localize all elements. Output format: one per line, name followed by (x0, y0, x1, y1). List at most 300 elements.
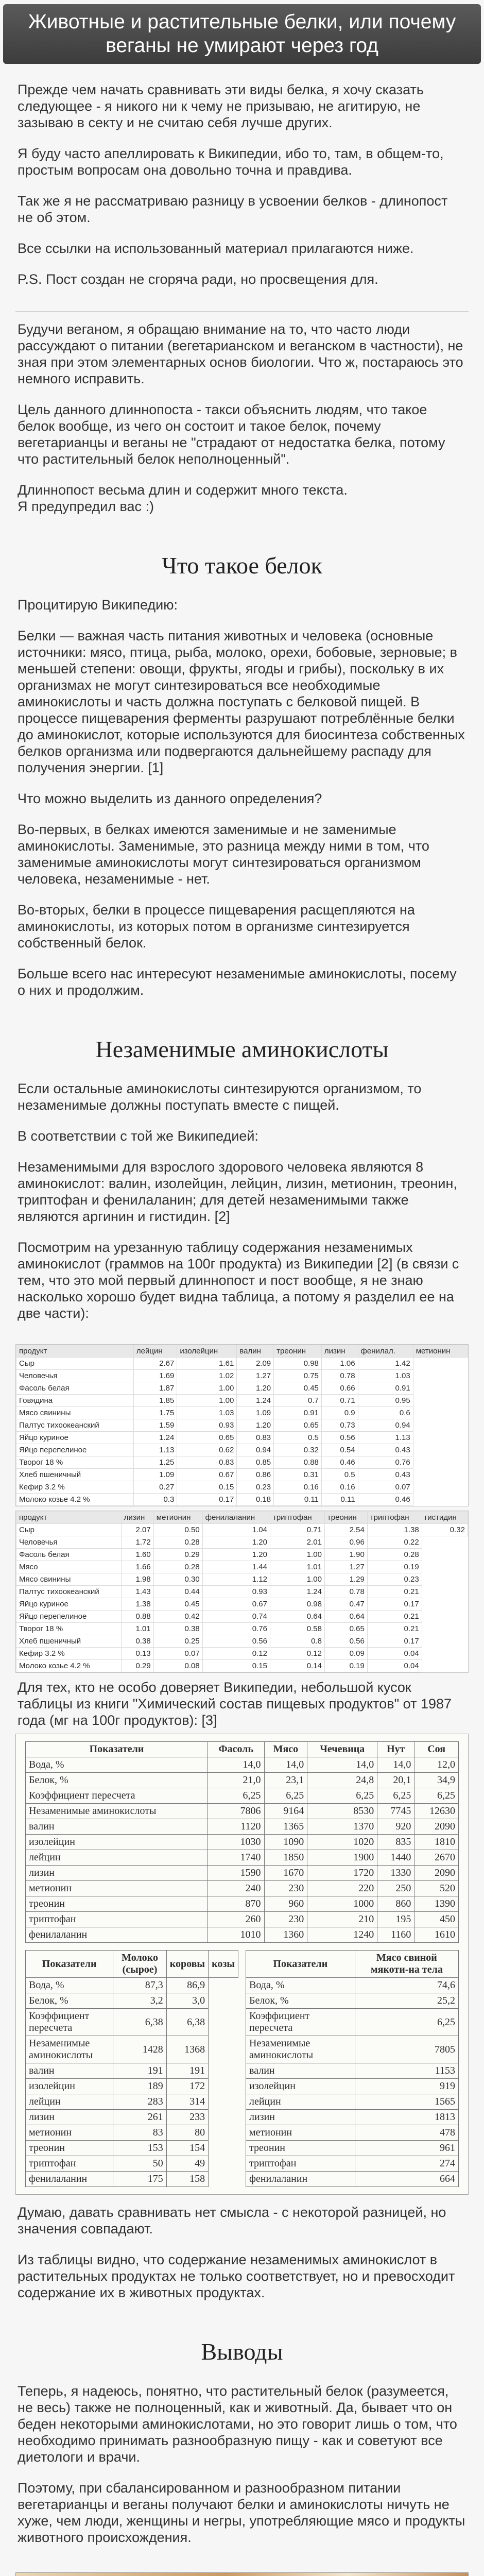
book-table-milk (25, 1950, 238, 2187)
amino-table-1-cell: Хлеб пшеничный (16, 1469, 134, 1481)
book-table-legumes-cell: 1740 (208, 1850, 264, 1866)
amino-table-1-cell: Яйцо перепелиное (16, 1444, 134, 1456)
amino-table-1-cell: 1.02 (177, 1370, 237, 1382)
amino-table-2-row (16, 1635, 468, 1648)
amino-table-2-cell: 0.28 (367, 1549, 422, 1561)
amino-table-2-cell: 0.44 (153, 1586, 202, 1598)
amino-table-1-cell: 0.16 (274, 1481, 322, 1494)
book-table-legumes-cell: 1240 (307, 1927, 377, 1943)
amino-table-1-cell: 1.13 (358, 1432, 413, 1444)
book-table-milk-cell: 87,3 (113, 1978, 166, 1993)
amino-table-1-cell: 0.91 (358, 1382, 413, 1395)
book-table-milk-cell: 191 (166, 2063, 208, 2079)
book-table-legumes-cell: 210 (307, 1912, 377, 1927)
intro2-p2: Цель данного длиннопоста - такси объяснить людям, что такое белок вообще, из чего он состоит и такое белок, почему вегетарианцы и веганы не "страдают от недостатка белка, потому что растительный белок неполноценный". (18, 402, 445, 467)
book-table-milk-cell: фенилаланин (26, 2172, 113, 2187)
amino-table-2-cell: 1.38 (367, 1524, 422, 1536)
book-table-milk-row (26, 2172, 238, 2187)
amino-table-2-cell: 0.64 (324, 1611, 367, 1623)
book-table-milk-cell: 83 (113, 2125, 166, 2141)
amino-table-1-row (16, 1481, 468, 1494)
amino-table-2-col-5: треонин (324, 1512, 367, 1524)
amino-table-2-cell: 1.04 (202, 1524, 270, 1536)
conclusions-p1: Теперь, я надеюсь, понятно, что растительный белок (разумеется, не весь) также не полноценный, как и животный. Да, бывает что он беден некоторыми аминокислотами, но это говорит лишь о том, что необходимо принимать разнообразную пищу - как и советуют все диетологи и врачи. (18, 2383, 457, 2465)
amino-table-1-row (16, 1469, 468, 1481)
book-table-legumes-cell: 9164 (264, 1804, 307, 1819)
book-table-scan (15, 1734, 469, 2195)
book-table-milk-row (26, 2009, 238, 2036)
amino-p4: Посмотрим на урезанную таблицу содержания незаменимых аминокислот (граммов на 100г продукта) из Википедии [2] (в связи с тем, что это мой первый длиннопост и пост вообще, я не знаю насколько хорошо будет видна таблица, а потому я разделил ее на две части): (18, 1240, 459, 1321)
amino-table-1-col-2: изолейцин (177, 1345, 237, 1358)
amino-table-2-cell: 0.32 (422, 1524, 468, 1536)
amino-table-2-cell: 0.96 (324, 1536, 367, 1549)
book-table-milk-row (26, 1993, 238, 2009)
book-table-milk-header (26, 1951, 238, 1978)
amino-table-1-cell: 0.73 (321, 1419, 358, 1432)
book-table-milk-cell: 1368 (166, 2036, 208, 2063)
book-table-milk-row (26, 2036, 238, 2063)
amino-table-2-cell: 0.67 (202, 1598, 270, 1611)
amino-table-1-cell: 0.9 (321, 1407, 358, 1419)
book-table-milk-cell: 3,2 (113, 1993, 166, 2009)
amino-table-2-row (16, 1524, 468, 1536)
book-table-pork-header (246, 1951, 459, 1978)
amino-p2: В соответствии с той же Википедией: (18, 1128, 258, 1144)
amino-table-1-cell: 0.07 (358, 1481, 413, 1494)
book-table-pork-cell: Коэффициент пересчета (246, 2009, 355, 2036)
amino-table-2-cell: 0.09 (324, 1648, 367, 1660)
amino-table-2-cell: 0.13 (121, 1648, 153, 1660)
post-title-banner (3, 4, 481, 64)
amino-table-2-cell: 0.93 (202, 1586, 270, 1598)
book-table-legumes-cell: 230 (264, 1912, 307, 1927)
book-table-milk-cell: Вода, % (26, 1978, 113, 1993)
amino-table-2-cell: 0.78 (324, 1586, 367, 1598)
amino-table-1-cell: 0.43 (358, 1469, 413, 1481)
amino-table-1-row (16, 1456, 468, 1469)
amino-section (0, 1076, 484, 1340)
conclusions-p2: Поэтому, при сбалансированном и разнообразном питании вегетарианцы и веганы получают белки и аминокислоты ничуть не хуже, чем люди, женщины и негры, употребляющие мясо и продукты животного происхождения. (18, 2480, 465, 2545)
amino-table-2-cell: 0.29 (153, 1549, 202, 1561)
book-table-legumes-cell: 860 (377, 1896, 414, 1912)
amino-table-1-cell: 0.91 (274, 1407, 322, 1419)
amino-table-1-row (16, 1494, 468, 1506)
amino-table-1-cell: Молоко козье 4.2 % (16, 1494, 134, 1506)
amino-table-1-cell: 1.06 (321, 1358, 358, 1370)
amino-table-2-row (16, 1648, 468, 1660)
book-table-legumes-cell: 2670 (414, 1850, 459, 1866)
book-table-legumes-row (26, 1912, 459, 1927)
book-table-milk-cell: 153 (113, 2141, 166, 2156)
amino-table-1 (15, 1344, 469, 1506)
book-table-milk-row (26, 2079, 238, 2094)
book-table-milk-cell: 3,0 (166, 1993, 208, 2009)
amino-table-1-cell: 0.11 (321, 1494, 358, 1506)
book-table-milk-cell: триптофан (26, 2156, 113, 2172)
section-heading-amino: Незаменимые аминокислоты (95, 1036, 389, 1062)
food-photo (15, 2572, 469, 2576)
book-table-milk-cell: 189 (113, 2079, 166, 2094)
amino-table-2-cell: 0.23 (367, 1573, 422, 1586)
amino-table-2-cell: 0.58 (270, 1623, 324, 1635)
amino-table-2-cell: 1.01 (121, 1623, 153, 1635)
amino-table-2-cell: Яйцо куриное (16, 1598, 122, 1611)
amino-table-2-row (16, 1561, 468, 1573)
book-table-legumes-cell: 450 (414, 1912, 459, 1927)
book-table-milk-col-3: козы (209, 1951, 238, 1978)
intro2-section (0, 317, 484, 533)
amino-table-2-cell: 0.74 (202, 1611, 270, 1623)
amino-table-1-cell: 0.23 (237, 1481, 274, 1494)
book-table-legumes-col-1: Фасоль (208, 1742, 264, 1757)
book-table-pork-cell: изолейцин (246, 2079, 355, 2094)
amino-table-2-cell: 1.90 (324, 1549, 367, 1561)
book-table-legumes-col-5: Соя (414, 1742, 459, 1757)
amino-table-1-cell: 0.95 (358, 1395, 413, 1407)
amino-table-1-cell: 0.5 (321, 1469, 358, 1481)
amino-table-1-cell: Фасоль белая (16, 1382, 134, 1395)
amino-table-2-cell: 1.20 (202, 1549, 270, 1561)
amino-table-2-row (16, 1623, 468, 1635)
amino-table-2-cell: 0.8 (270, 1635, 324, 1648)
section-heading-protein: Что такое белок (162, 552, 322, 579)
book-table-legumes-cell: 1000 (307, 1896, 377, 1912)
amino-table-1-cell: 1.61 (177, 1358, 237, 1370)
comparison-p2: Из таблицы видно, что содержание незаменимых аминокислот в растительных продуктах не только соответствует, но и превосходит содержание их в животных продуктах. (18, 2252, 455, 2300)
amino-table-1-cell: 1.03 (177, 1407, 237, 1419)
amino-table-1-cell: 1.59 (133, 1419, 177, 1432)
book-table-legumes-cell: 240 (208, 1881, 264, 1896)
book-table-legumes-cell: 34,9 (414, 1773, 459, 1788)
intro-p4: Все ссылки на использованный материал прилагаются ниже. (18, 241, 414, 256)
amino-table-2-cell: Кефир 3.2 % (16, 1648, 122, 1660)
amino-table-1-cell: 0.5 (274, 1432, 322, 1444)
amino-table-1-cell: 0.6 (358, 1407, 413, 1419)
book-table-pork-cell: 1153 (355, 2063, 458, 2079)
amino-table-1-col-5: лизин (321, 1345, 358, 1358)
book-table-milk-cell: Белок, % (26, 1993, 113, 2009)
book-table-pork-cell: метионин (246, 2125, 355, 2141)
book-table-milk-body (26, 1978, 238, 2187)
amino-table-1-cell: 0.75 (274, 1370, 322, 1382)
amino-table-1-cell: 0.45 (274, 1382, 322, 1395)
book-table-pork-cell: 1813 (355, 2110, 458, 2125)
book-table-milk-row (26, 2141, 238, 2156)
amino-table-2-cell: Мясо (16, 1561, 122, 1573)
amino-table-2-header (16, 1512, 468, 1524)
amino-table-2-cell: 0.45 (153, 1598, 202, 1611)
book-table-milk-cell: 283 (113, 2094, 166, 2110)
book-table-legumes-cell: 260 (208, 1912, 264, 1927)
amino-table-2-cell: 1.00 (270, 1549, 324, 1561)
book-table-legumes-cell: 14,0 (208, 1757, 264, 1773)
amino-table-1-cell: Мясо свинины (16, 1407, 134, 1419)
book-table-legumes-cell: 1810 (414, 1835, 459, 1850)
amino-table-1-cell: 0.65 (177, 1432, 237, 1444)
book-table-milk-cell: 314 (166, 2094, 208, 2110)
amino-table-2-cell: 0.17 (367, 1598, 422, 1611)
book-table-milk-row (26, 2063, 238, 2079)
amino-table-1-cell: Яйцо куриное (16, 1432, 134, 1444)
book-table-pork-cell: 274 (355, 2156, 458, 2172)
amino-table-2-cell: 0.56 (324, 1635, 367, 1648)
book-table-milk-cell: треонин (26, 2141, 113, 2156)
book-table-pork-col-1: Мясо свиной мякоти-на тела (355, 1951, 458, 1978)
intro-p5: P.S. Пост создан не сгоряча ради, но просвещения для. (18, 272, 378, 287)
book-table-milk-cell: Коэффициент пересчета (26, 2009, 113, 2036)
book-table-milk-cell: 6,38 (166, 2009, 208, 2036)
book-table-legumes-cell: 195 (377, 1912, 414, 1927)
book-table-legumes-cell: 1020 (307, 1835, 377, 1850)
amino-table-1-cell: 0.67 (177, 1469, 237, 1481)
book-table-legumes (25, 1741, 459, 1943)
amino-table-2-row (16, 1549, 468, 1561)
book-table-legumes-cell: 2090 (414, 1819, 459, 1835)
amino-table-2-cell: 0.56 (202, 1635, 270, 1648)
amino-table-1-cell: 1.03 (358, 1370, 413, 1382)
amino-table-2-col-0: продукт (16, 1512, 122, 1524)
amino-table-2-cell: 1.29 (324, 1573, 367, 1586)
book-table-legumes-cell: Вода, % (26, 1757, 208, 1773)
intro2-p1: Будучи веганом, я обращаю внимание на то, что часто люди рассуждают о питании (вегетарианском и веганском в частности), не зная при этом элементарных основ биологии. Что ж, постараюсь это немного исправить. (18, 321, 463, 386)
amino-table-2-cell: 0.04 (367, 1648, 422, 1660)
book-table-legumes-body (26, 1757, 459, 1943)
amino-table-1-row (16, 1358, 468, 1370)
book-table-legumes-cell: 220 (307, 1881, 377, 1896)
conclusions-section (0, 2379, 484, 2564)
amino-table-1-col-1: лейцин (133, 1345, 177, 1358)
amino-table-2-cell: 2.07 (121, 1524, 153, 1536)
amino-table-2-cell: 0.29 (121, 1660, 153, 1672)
amino-table-1-cell: 0.27 (133, 1481, 177, 1494)
amino-table-1-cell: 0.15 (177, 1481, 237, 1494)
amino-table-1-row (16, 1382, 468, 1395)
book-table-pork-cell: Незаменимые аминокислоты (246, 2036, 355, 2063)
book-table-legumes-cell: 23,1 (264, 1773, 307, 1788)
book-table-pork-cell: валин (246, 2063, 355, 2079)
book-table-legumes-cell: 1370 (307, 1819, 377, 1835)
book-table-legumes-cell: валин (26, 1819, 208, 1835)
amino-table-2-cell: 0.25 (153, 1635, 202, 1648)
amino-table-2-cell: 1.44 (202, 1561, 270, 1573)
amino-table-2-cell: 0.21 (367, 1586, 422, 1598)
book-table-milk-cell: Незаменимые аминокислоты (26, 2036, 113, 2063)
book-table-legumes-row (26, 1804, 459, 1819)
book-table-legumes-cell: 1670 (264, 1866, 307, 1881)
book-table-legumes-cell: 1390 (414, 1896, 459, 1912)
book-table-milk-row (26, 2094, 238, 2110)
book-table-legumes-cell: 1850 (264, 1850, 307, 1866)
book-table-pork-cell: Вода, % (246, 1978, 355, 1993)
amino-table-2-cell: 0.22 (367, 1536, 422, 1549)
book-table-legumes-cell: 24,8 (307, 1773, 377, 1788)
amino-table-2-cell: 0.30 (153, 1573, 202, 1586)
amino-table-2-cell: 0.04 (367, 1660, 422, 1672)
amino-table-1-cell: 0.71 (321, 1395, 358, 1407)
amino-table-2-cell: 1.72 (121, 1536, 153, 1549)
book-table-legumes-cell: 6,25 (377, 1788, 414, 1804)
amino-table-1-cell: 0.62 (177, 1444, 237, 1456)
book-table-pork-cell: треонин (246, 2141, 355, 2156)
book-table-legumes-row (26, 1881, 459, 1896)
book-table-legumes-cell: Белок, % (26, 1773, 208, 1788)
book-table-legumes-col-4: Нут (377, 1742, 414, 1757)
book-table-legumes-cell: 1720 (307, 1866, 377, 1881)
book-table-pork-cell: 961 (355, 2141, 458, 2156)
amino-table-2-cell: 0.42 (153, 1611, 202, 1623)
book-table-milk-cell: 172 (166, 2079, 208, 2094)
book-table-pork-row (246, 2079, 459, 2094)
amino-table-1-row (16, 1432, 468, 1444)
amino-table-1-row (16, 1370, 468, 1382)
amino-table-2-cell: 0.38 (121, 1635, 153, 1648)
amino-table-2-cell: Яйцо перепелиное (16, 1611, 122, 1623)
intro-p2: Я буду часто апеллировать к Википедии, ибо то, там, в общем-то, простым вопросам она довольно точна и правдива. (18, 146, 444, 178)
book-table-legumes-cell: 14,0 (264, 1757, 307, 1773)
book-table-legumes-cell: 1330 (377, 1866, 414, 1881)
amino-table-2-cell: 1.60 (121, 1549, 153, 1561)
amino-table-2-cell: 1.24 (270, 1586, 324, 1598)
book-table-legumes-cell: 14,0 (377, 1757, 414, 1773)
protein-p1: Процитирую Википедию: (18, 597, 178, 613)
amino-table-1-col-0: продукт (16, 1345, 134, 1358)
amino-table-2-cell: 0.64 (270, 1611, 324, 1623)
amino-table-1-body (16, 1358, 468, 1506)
amino-table-2-cell: 0.12 (270, 1648, 324, 1660)
book-table-legumes-cell: 6,25 (264, 1788, 307, 1804)
book-table-pork-row (246, 2110, 459, 2125)
book-table-pork-row (246, 2156, 459, 2172)
amino-table-1-cell: 0.16 (321, 1481, 358, 1494)
book-table-milk-col-2: коровы (166, 1951, 208, 1978)
comparison-p1: Думаю, давать сравнивать нет смысла - с некоторой разницей, но значения совпадают. (18, 2205, 446, 2236)
amino-table-1-cell: 0.54 (321, 1444, 358, 1456)
amino-table-1-cell: 1.09 (133, 1469, 177, 1481)
amino-table-1-cell: 1.27 (237, 1370, 274, 1382)
book-table-legumes-cell: 7806 (208, 1804, 264, 1819)
book-table-milk-cell: 1428 (113, 2036, 166, 2063)
amino-table-1-cell: 0.83 (177, 1456, 237, 1469)
amino-table-1-cell: Творог 18 % (16, 1456, 134, 1469)
book-table-pork-row (246, 2094, 459, 2110)
book-table-legumes-cell: лейцин (26, 1850, 208, 1866)
amino-table-1-row (16, 1407, 468, 1419)
amino-table-2-cell: Человечья (16, 1536, 122, 1549)
amino-table-1-row (16, 1419, 468, 1432)
book-intro-text: Для тех, кто не особо доверяет Википедии, небольшой кусок таблицы из книги "Химический состав пищевых продуктов" от 1987 года (мг на 100г продуктов): [3] (18, 1680, 452, 1728)
book-table-pork-cell: 478 (355, 2125, 458, 2141)
book-table-milk-cell: 233 (166, 2110, 208, 2125)
book-table-pork-cell: триптофан (246, 2156, 355, 2172)
book-table-legumes-cell: 230 (264, 1881, 307, 1896)
book-table-milk-col-0: Показатели (26, 1951, 113, 1978)
book-table-milk-cell: лизин (26, 2110, 113, 2125)
amino-table-1-cell: 0.78 (321, 1370, 358, 1382)
book-table-legumes-cell: Незаменимые аминокислоты (26, 1804, 208, 1819)
amino-table-2-cell: 1.66 (121, 1561, 153, 1573)
book-table-legumes-row (26, 1773, 459, 1788)
book-table-legumes-cell: 7745 (377, 1804, 414, 1819)
intro-p1: Прежде чем начать сравнивать эти виды белка, я хочу сказать следующее - я никого ни к чему не призываю, не агитирую, не зазываю в секту и не считаю себя лучше других. (18, 82, 424, 130)
amino-table-1-col-6: фенилал. (358, 1345, 413, 1358)
amino-table-1-cell: 0.98 (274, 1358, 322, 1370)
book-table-legumes-cell: 1160 (377, 1927, 414, 1943)
amino-table-2-cell: 2.01 (270, 1536, 324, 1549)
amino-table-2-cell: Мясо свинины (16, 1573, 122, 1586)
book-table-pork-cell: фенилаланин (246, 2172, 355, 2187)
amino-table-2-cell: 1.20 (202, 1536, 270, 1549)
amino-table-2-cell: 1.38 (121, 1598, 153, 1611)
amino-table-2-cell: 0.38 (153, 1623, 202, 1635)
amino-table-2-cell: 0.17 (367, 1635, 422, 1648)
amino-table-2-col-2: метионин (153, 1512, 202, 1524)
amino-table-1-cell: 0.86 (237, 1469, 274, 1481)
book-table-milk-cell: 261 (113, 2110, 166, 2125)
book-table-milk-cell: лейцин (26, 2094, 113, 2110)
book-table-legumes-row (26, 1896, 459, 1912)
amino-table-1-col-7: метионин (413, 1345, 468, 1358)
intro-p3: Так же я не рассматриваю разницу в усвоении белков - длинопост не об этом. (18, 193, 448, 225)
amino-table-2-cell: 0.50 (153, 1524, 202, 1536)
book-table-milk-row (26, 2110, 238, 2125)
book-table-pork-row (246, 2141, 459, 2156)
amino-table-2-row (16, 1611, 468, 1623)
protein-p2: Белки — важная часть питания животных и человека (основные источники: мясо, птица, рыба, молоко, орехи, бобовые, зерновые; в меньшей степени: овощи, фрукты, ягоды и грибы), поскольку в их организмах не могут синтезироваться все необходимые аминокислоты и часть должна поступать с белковой пищей. В процессе пищеварения ферменты разрушают потреблённые белки до аминокислот, которые используются для биосинтеза собственных белков организма или подвергаются дальнейшему распаду для получения энергии. [1] (18, 628, 465, 775)
book-table-pork-body (246, 1978, 459, 2187)
amino-table-1-cell: 1.24 (133, 1432, 177, 1444)
amino-table-1-cell: 0.43 (358, 1444, 413, 1456)
book-table-milk-row (26, 2156, 238, 2172)
amino-table-2-cell: 1.01 (270, 1561, 324, 1573)
book-table-legumes-cell: 1900 (307, 1850, 377, 1866)
amino-table-1-cell: 1.42 (358, 1358, 413, 1370)
book-table-legumes-cell: 6,25 (208, 1788, 264, 1804)
book-table-legumes-row (26, 1788, 459, 1804)
book-table-legumes-col-3: Чечевица (307, 1742, 377, 1757)
book-table-legumes-cell: треонин (26, 1896, 208, 1912)
amino-table-2-col-7: гистидин (422, 1512, 468, 1524)
book-table-legumes-cell: 1120 (208, 1819, 264, 1835)
book-table-pork-row (246, 1993, 459, 2009)
book-table-legumes-cell: 520 (414, 1881, 459, 1896)
amino-table-1-cell: 2.09 (237, 1358, 274, 1370)
amino-table-1-cell: Палтус тихоокеанский (16, 1419, 134, 1432)
amino-table-1-cell: 0.7 (274, 1395, 322, 1407)
amino-table-2-row (16, 1573, 468, 1586)
amino-table-2-row (16, 1586, 468, 1598)
amino-table-1-col-4: треонин (274, 1345, 322, 1358)
book-table-row2 (25, 1950, 459, 2187)
book-table-legumes-cell: 1440 (377, 1850, 414, 1866)
book-table-legumes-cell: 12,0 (414, 1757, 459, 1773)
amino-p3: Незаменимыми для взрослого здорового человека являются 8 аминокислот: валин, изолейцин, лейцин, лизин, метионин, треонин, триптофан и фенилаланин; для детей незаменимыми также являются аргинин и гистидин. [2] (18, 1159, 457, 1224)
amino-table-1-cell: 0.94 (237, 1444, 274, 1456)
amino-table-2-cell: Палтус тихоокеанский (16, 1586, 122, 1598)
amino-table-1-cell: 0.11 (274, 1494, 322, 1506)
protein-p6: Больше всего нас интересуют незаменимые аминокислоты, посему о них и продолжим. (18, 966, 457, 998)
amino-table-1-cell: 0.76 (358, 1456, 413, 1469)
book-table-legumes-cell: 6,25 (307, 1788, 377, 1804)
amino-table-2-cell: Хлеб пшеничный (16, 1635, 122, 1648)
book-table-milk-row (26, 2125, 238, 2141)
book-table-legumes-cell: Коэффициент пересчета (26, 1788, 208, 1804)
amino-table-2-cell: 0.21 (367, 1611, 422, 1623)
book-table-legumes-cell: изолейцин (26, 1835, 208, 1850)
book-table-pork-cell: 6,25 (355, 2009, 458, 2036)
book-table-milk-cell: 80 (166, 2125, 208, 2141)
book-table-legumes-cell: 20,1 (377, 1773, 414, 1788)
book-table-legumes-cell: 870 (208, 1896, 264, 1912)
